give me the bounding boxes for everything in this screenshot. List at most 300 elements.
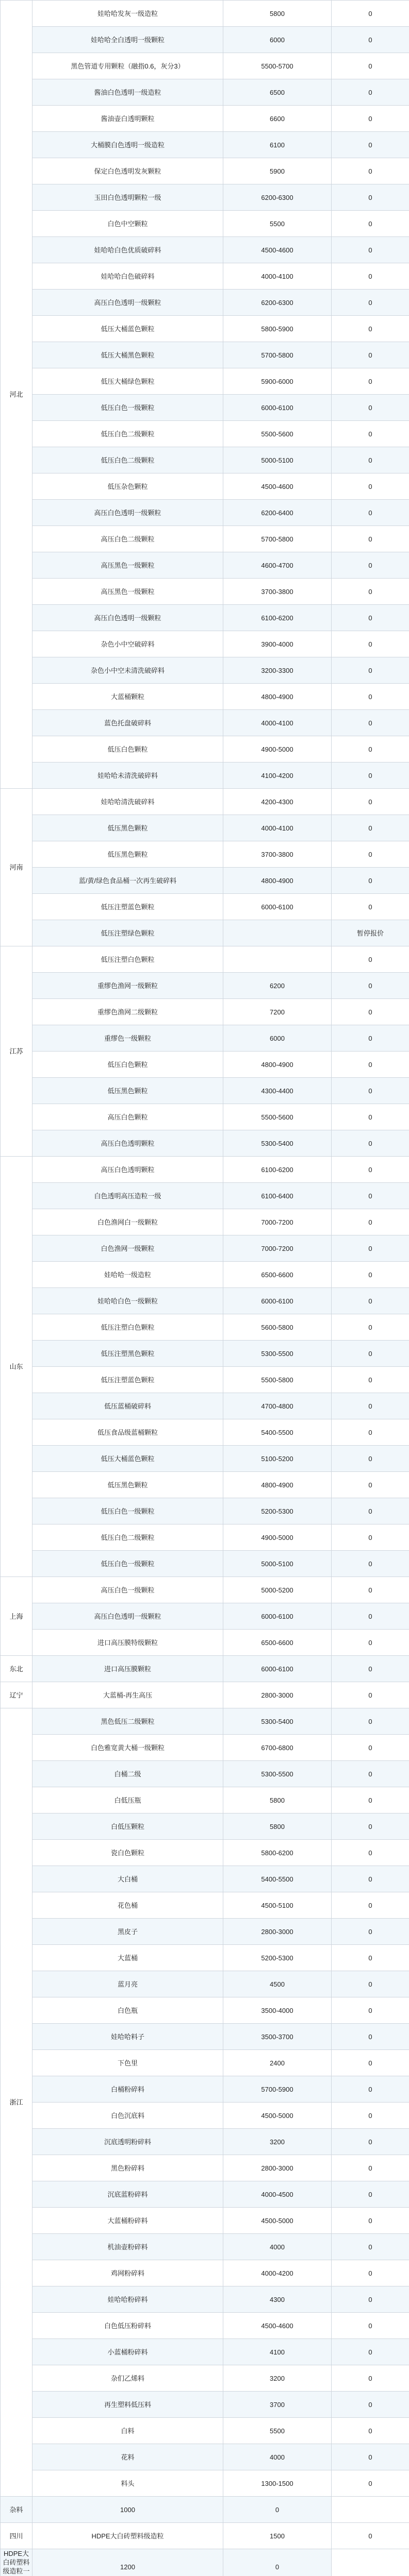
price-cell <box>223 920 332 946</box>
spec-cell: 蓝/黄/绿色食品桶一次再生破碎料 <box>32 868 223 894</box>
spec-cell: 娃哈哈清洗破碎料 <box>32 789 223 815</box>
price-cell: 1300-1500 <box>223 2470 332 2497</box>
change-cell: 0 <box>332 1419 409 1446</box>
change-cell: 0 <box>332 2523 409 2549</box>
price-cell: 5900-6000 <box>223 368 332 395</box>
price-cell: 5500-5600 <box>223 421 332 447</box>
change-cell: 0 <box>223 2497 332 2523</box>
price-cell: 4000-4100 <box>223 710 332 736</box>
change-cell: 0 <box>332 657 409 684</box>
table-row <box>1 2497 409 2523</box>
price-cell: 5500 <box>223 211 332 237</box>
region-cell: 辽宁 <box>1 1682 32 1708</box>
spec-cell: 酱油壶白透明颗粒 <box>32 106 223 132</box>
region-cell: 东北 <box>1 1656 32 1682</box>
change-cell: 0 <box>332 1656 409 1682</box>
spec-cell: 低压注塑白色颗粒 <box>32 1314 223 1341</box>
spec-cell: 低压注塑蓝色颗粒 <box>32 894 223 920</box>
table-row <box>1 1235 409 1262</box>
region-cell: 山东 <box>1 1157 32 1577</box>
spec-cell: 高压白色透明颗粒 <box>32 1157 223 1183</box>
change-cell: 0 <box>332 500 409 526</box>
spec-cell: 低压蓝桶破碎料 <box>32 1393 223 1419</box>
spec-cell: 大蓝桶颗粒 <box>32 684 223 710</box>
price-cell: 6200-6300 <box>223 290 332 316</box>
change-cell: 0 <box>332 605 409 631</box>
price-cell: 2400 <box>223 2050 332 2076</box>
price-cell: 5300-5500 <box>223 1761 332 1787</box>
change-cell: 0 <box>332 237 409 263</box>
change-cell: 0 <box>332 1235 409 1262</box>
table-row <box>1 132 409 158</box>
change-cell: 0 <box>332 2313 409 2339</box>
spec-cell: 低压白色一级颗粒 <box>32 1498 223 1524</box>
table-row <box>1 1130 409 1157</box>
change-cell: 0 <box>332 1130 409 1157</box>
change-cell: 0 <box>332 1551 409 1577</box>
spec-cell: 低压黑色颗粒 <box>32 841 223 868</box>
price-cell: 6100-6200 <box>223 605 332 631</box>
spec-cell: 白桶粉碎料 <box>32 2076 223 2103</box>
price-cell: 6000-6100 <box>223 894 332 920</box>
spec-cell: 蓝月亮 <box>32 1971 223 1997</box>
spec-cell: 娃哈哈粉碎料 <box>32 2286 223 2313</box>
table-row <box>1 605 409 631</box>
price-cell: 6700-6800 <box>223 1735 332 1761</box>
spec-cell: 沉底蓝粉碎料 <box>32 2181 223 2208</box>
spec-cell: HDPE大白砖塑料级造粒一 <box>1 2549 32 2576</box>
price-cell: 5500-5700 <box>223 53 332 79</box>
change-cell: 0 <box>332 2392 409 2418</box>
spec-cell: 低压注塑绿色颗粒 <box>32 920 223 946</box>
spec-cell: 花料 <box>32 2444 223 2470</box>
spec-cell: 杂色小中空未清洗破碎料 <box>32 657 223 684</box>
table-row <box>1 1630 409 1656</box>
price-cell: 5000-5100 <box>223 447 332 473</box>
change-cell: 0 <box>332 1971 409 1997</box>
change-cell: 0 <box>332 2339 409 2365</box>
price-cell: 3900-4000 <box>223 631 332 657</box>
table-row <box>1 395 409 421</box>
change-cell: 0 <box>332 2234 409 2260</box>
spec-cell: 料头 <box>32 2470 223 2497</box>
table-row <box>1 841 409 868</box>
change-cell: 0 <box>332 1472 409 1498</box>
price-cell: 5800-5900 <box>223 316 332 342</box>
spec-cell: 低压食品级蓝桶颗粒 <box>32 1419 223 1446</box>
change-cell: 0 <box>332 1630 409 1656</box>
spec-cell: 高压白色透明一级颗粒 <box>32 1603 223 1630</box>
spec-cell: 白色中空颗粒 <box>32 211 223 237</box>
spec-cell: 低压大桶绿色颗粒 <box>32 368 223 395</box>
spec-cell: 娃哈哈一级造粒 <box>32 1262 223 1288</box>
table-row <box>1 1866 409 1892</box>
spec-cell: 低压白色二级颗粒 <box>32 1524 223 1551</box>
price-cell: 2800-3000 <box>223 2155 332 2181</box>
price-cell: 6100 <box>223 132 332 158</box>
price-cell: 7000-7200 <box>223 1209 332 1235</box>
change-cell: 0 <box>332 1367 409 1393</box>
spec-cell: 低压杂色颗粒 <box>32 473 223 500</box>
change-cell: 0 <box>332 710 409 736</box>
table-row <box>1 815 409 841</box>
spec-cell: 高压白色二级颗粒 <box>32 526 223 552</box>
price-cell: 4000 <box>223 2234 332 2260</box>
change-cell: 0 <box>332 2365 409 2392</box>
spec-cell: 进口高压膜特级颗粒 <box>32 1630 223 1656</box>
table-row <box>1 1446 409 1472</box>
table-row <box>1 263 409 290</box>
price-cell: 5400-5500 <box>223 1866 332 1892</box>
price-cell: 6100-6200 <box>223 1157 332 1183</box>
spec-cell: 娃哈哈白色优质破碎料 <box>32 237 223 263</box>
price-cell: 5700-5800 <box>223 526 332 552</box>
price-cell: 4200-4300 <box>223 789 332 815</box>
change-cell: 0 <box>332 1104 409 1130</box>
change-cell: 0 <box>332 1708 409 1735</box>
spec-cell: 沉底透明粉碎料 <box>32 2129 223 2155</box>
table-row <box>1 684 409 710</box>
region-cell: 河南 <box>1 789 32 946</box>
change-cell: 0 <box>332 1866 409 1892</box>
table-row <box>1 2234 409 2260</box>
table-row <box>1 342 409 368</box>
table-row <box>1 421 409 447</box>
table-row <box>1 1997 409 2024</box>
price-cell: 4900-5000 <box>223 736 332 762</box>
spec-cell: 高压白色透明颗粒 <box>32 1130 223 1157</box>
spec-cell: 低压注塑蓝色颗粒 <box>32 1367 223 1393</box>
table-row <box>1 1104 409 1130</box>
change-cell: 0 <box>332 1997 409 2024</box>
spec-cell: 低压白色一级颗粒 <box>32 395 223 421</box>
table-row <box>1 1314 409 1341</box>
table-row <box>1 2470 409 2497</box>
spec-cell: 白色低压粉碎料 <box>32 2313 223 2339</box>
price-cell: 5400-5500 <box>223 1419 332 1446</box>
price-cell: 4600-4700 <box>223 552 332 579</box>
change-cell: 0 <box>332 2103 409 2129</box>
table-row <box>1 1708 409 1735</box>
change-cell: 0 <box>332 1577 409 1603</box>
table-row <box>1 1 409 27</box>
table-row <box>1 2024 409 2050</box>
change-cell: 0 <box>332 1945 409 1971</box>
price-cell: 6000-6100 <box>223 395 332 421</box>
change-cell: 0 <box>332 2155 409 2181</box>
spec-cell: 低压白色二级颗粒 <box>32 447 223 473</box>
price-cell: 4500-4600 <box>223 237 332 263</box>
change-cell: 0 <box>332 789 409 815</box>
price-cell: 4900-5000 <box>223 1524 332 1551</box>
price-cell: 7200 <box>223 999 332 1025</box>
table-row <box>1 2181 409 2208</box>
table-row <box>1 27 409 53</box>
price-cell: 5300-5400 <box>223 1708 332 1735</box>
spec-cell: 低压白色颗粒 <box>32 1052 223 1078</box>
price-cell: 3700 <box>223 2392 332 2418</box>
table-row <box>1 2286 409 2313</box>
table-row <box>1 2418 409 2444</box>
price-cell: 5300-5400 <box>223 1130 332 1157</box>
table-row <box>1 2313 409 2339</box>
change-cell: 0 <box>332 1209 409 1235</box>
table-row <box>1 1524 409 1551</box>
table-row <box>1 868 409 894</box>
table-row <box>1 1472 409 1498</box>
table-row <box>1 2103 409 2129</box>
change-cell: 0 <box>332 106 409 132</box>
change-cell: 0 <box>332 1393 409 1419</box>
region-cell: 浙江 <box>1 1708 32 2497</box>
table-row <box>1 999 409 1025</box>
price-cell: 4800-4900 <box>223 1052 332 1078</box>
change-cell: 0 <box>332 53 409 79</box>
table-row <box>1 53 409 79</box>
price-cell: 6600 <box>223 106 332 132</box>
price-cell: 5600-5800 <box>223 1314 332 1341</box>
change-cell: 0 <box>332 447 409 473</box>
spec-cell: 娃哈哈料子 <box>32 2024 223 2050</box>
table-row <box>1 500 409 526</box>
price-cell <box>223 946 332 973</box>
price-cell: 4500-5100 <box>223 1892 332 1919</box>
table-row <box>1 1577 409 1603</box>
change-cell: 0 <box>332 1524 409 1551</box>
spec-cell: 黑皮子 <box>32 1919 223 1945</box>
table-row <box>1 1288 409 1314</box>
price-cell: 6200-6400 <box>223 500 332 526</box>
table-row <box>1 736 409 762</box>
table-row <box>1 631 409 657</box>
price-cell: 3500-4000 <box>223 1997 332 2024</box>
change-cell: 0 <box>332 999 409 1025</box>
change-cell: 0 <box>332 2076 409 2103</box>
region-cell: 上海 <box>1 1577 32 1656</box>
change-cell: 0 <box>332 526 409 552</box>
spec-cell: 娃哈哈白色一级颗粒 <box>32 1288 223 1314</box>
table-row <box>1 2365 409 2392</box>
price-cell: 6000-6100 <box>223 1656 332 1682</box>
spec-cell: 白色雅宽黄大桶一级颗粒 <box>32 1735 223 1761</box>
change-cell: 0 <box>332 2286 409 2313</box>
price-cell: 3200 <box>223 2365 332 2392</box>
spec-cell: 进口高压膜颗粒 <box>32 1656 223 1682</box>
spec-cell: 白料 <box>32 2418 223 2444</box>
spec-cell: 白色透明高压造粒一级 <box>32 1183 223 1209</box>
change-cell: 0 <box>332 1814 409 1840</box>
change-cell: 0 <box>223 2549 332 2576</box>
price-cell: 5300-5500 <box>223 1341 332 1367</box>
spec-cell: 杂料 <box>1 2497 32 2523</box>
change-cell: 0 <box>332 1498 409 1524</box>
spec-cell: 重缪色一级颗粒 <box>32 1025 223 1052</box>
table-row <box>1 368 409 395</box>
price-cell: 4500 <box>223 1971 332 1997</box>
price-cell: 6000-6100 <box>223 1603 332 1630</box>
spec-cell: 高压白色一级颗粒 <box>32 1577 223 1603</box>
change-cell: 0 <box>332 894 409 920</box>
spec-cell: 低压黑色颗粒 <box>32 1472 223 1498</box>
spec-cell: 大蓝桶 <box>32 1945 223 1971</box>
change-cell: 0 <box>332 421 409 447</box>
price-cell: 4300-4400 <box>223 1078 332 1104</box>
spec-cell: 低压注塑黑色颗粒 <box>32 1341 223 1367</box>
price-cell: 5800-6200 <box>223 1840 332 1866</box>
table-row <box>1 316 409 342</box>
change-cell: 0 <box>332 973 409 999</box>
spec-cell: 重缪色渔网一级颗粒 <box>32 973 223 999</box>
change-cell: 0 <box>332 2181 409 2208</box>
table-row <box>1 710 409 736</box>
price-cell: 1000 <box>32 2497 223 2523</box>
change-cell: 0 <box>332 1025 409 1052</box>
table-row <box>1 1209 409 1235</box>
change-cell: 0 <box>332 1840 409 1866</box>
change-cell: 0 <box>332 631 409 657</box>
table-row <box>1 1735 409 1761</box>
region-cell: 江苏 <box>1 946 32 1157</box>
change-cell: 0 <box>332 2129 409 2155</box>
table-row <box>1 1078 409 1104</box>
change-cell: 0 <box>332 2470 409 2497</box>
price-cell: 5800 <box>223 1814 332 1840</box>
spec-cell: 低压黑色颗粒 <box>32 815 223 841</box>
change-cell: 0 <box>332 1735 409 1761</box>
price-cell: 3200-3300 <box>223 657 332 684</box>
change-cell: 0 <box>332 27 409 53</box>
price-cell: 6200-6300 <box>223 184 332 211</box>
price-cell: 6200 <box>223 973 332 999</box>
change-cell: 0 <box>332 79 409 106</box>
table-row <box>1 894 409 920</box>
table-row <box>1 1603 409 1630</box>
change-cell: 0 <box>332 1078 409 1104</box>
change-cell: 0 <box>332 1183 409 1209</box>
spec-cell: 黑色低压二级颗粒 <box>32 1708 223 1735</box>
price-cell: 5200-5300 <box>223 1945 332 1971</box>
change-cell: 0 <box>332 368 409 395</box>
price-cell: 6500-6600 <box>223 1262 332 1288</box>
price-cell: 5500-5600 <box>223 1104 332 1130</box>
spec-cell: 高压白色透明一级颗粒 <box>32 500 223 526</box>
table-row <box>1 657 409 684</box>
spec-cell: 大桶膜白色透明一级造粒 <box>32 132 223 158</box>
price-cell: 5000-5100 <box>223 1551 332 1577</box>
spec-cell: 杂们乙烯料 <box>32 2365 223 2392</box>
table-row <box>1 2155 409 2181</box>
spec-cell: 机油壶粉碎料 <box>32 2234 223 2260</box>
price-cell: 5000-5200 <box>223 1577 332 1603</box>
spec-cell: 保定白色透明发灰颗粒 <box>32 158 223 184</box>
spec-cell: 下色里 <box>32 2050 223 2076</box>
table-row <box>1 447 409 473</box>
price-cell: 6000 <box>223 1025 332 1052</box>
table-row <box>1 473 409 500</box>
spec-cell: 低压白色二级颗粒 <box>32 421 223 447</box>
table-row <box>1 1814 409 1840</box>
price-cell: 7000-7200 <box>223 1235 332 1262</box>
spec-cell: 玉田白色透明颗粒一级 <box>32 184 223 211</box>
change-cell: 0 <box>332 1288 409 1314</box>
change-cell: 0 <box>332 579 409 605</box>
table-row <box>1 1787 409 1814</box>
spec-cell: 酱油白色透明一级造粒 <box>32 79 223 106</box>
table-row <box>1 2260 409 2286</box>
spec-cell: 娃哈哈未清洗破碎料 <box>32 762 223 789</box>
price-cell: 4800-4900 <box>223 868 332 894</box>
price-cell: 6500 <box>223 79 332 106</box>
table-row <box>1 290 409 316</box>
table-row <box>1 1840 409 1866</box>
change-cell: 0 <box>332 1052 409 1078</box>
table-row <box>1 2549 409 2576</box>
spec-cell: 娃哈哈白色破碎料 <box>32 263 223 290</box>
price-cell: 4300 <box>223 2286 332 2313</box>
change-cell: 0 <box>332 841 409 868</box>
price-cell: 6000-6100 <box>223 1288 332 1314</box>
spec-cell: 蓝色托盘破碎料 <box>32 710 223 736</box>
table-row <box>1 1367 409 1393</box>
spec-cell: 小蓝桶粉碎料 <box>32 2339 223 2365</box>
change-cell: 0 <box>332 1341 409 1367</box>
change-cell: 0 <box>332 2050 409 2076</box>
table-row <box>1 1682 409 1708</box>
spec-cell: 大蓝桶-再生高压 <box>32 1682 223 1708</box>
spec-cell: 高压黑色一级颗粒 <box>32 552 223 579</box>
price-cell: 4000 <box>223 2444 332 2470</box>
spec-cell: 低压大桶蓝色颗粒 <box>32 1446 223 1472</box>
price-cell: 5100-5200 <box>223 1446 332 1472</box>
spec-cell: 低压大桶黑色颗粒 <box>32 342 223 368</box>
change-cell: 0 <box>332 552 409 579</box>
price-cell: 3700-3800 <box>223 579 332 605</box>
region-cell: 河北 <box>1 1 32 789</box>
spec-cell: 白低压瓶 <box>32 1787 223 1814</box>
price-cell: 2800-3000 <box>223 1919 332 1945</box>
change-cell: 0 <box>332 2444 409 2470</box>
spec-cell: 娃哈哈发灰一级造粒 <box>32 1 223 27</box>
change-cell: 0 <box>332 1446 409 1472</box>
price-cell: 5500 <box>223 2418 332 2444</box>
table-row <box>1 79 409 106</box>
spec-cell: 重缪色渔网二级颗粒 <box>32 999 223 1025</box>
change-cell: 0 <box>332 1919 409 1945</box>
price-cell: 4800-4900 <box>223 1472 332 1498</box>
price-cell: 5800 <box>223 1787 332 1814</box>
table-row <box>1 2392 409 2418</box>
change-cell: 0 <box>332 762 409 789</box>
change-cell: 0 <box>332 2418 409 2444</box>
table-row <box>1 1025 409 1052</box>
price-cell: 2800-3000 <box>223 1682 332 1708</box>
change-cell: 0 <box>332 1 409 27</box>
spec-cell: 白色渔网一级颗粒 <box>32 1235 223 1262</box>
price-cell: 1500 <box>223 2523 332 2549</box>
price-cell: 1200 <box>32 2549 223 2576</box>
spec-cell: 花色桶 <box>32 1892 223 1919</box>
change-cell: 暂停报价 <box>332 920 409 946</box>
price-cell: 4500-4600 <box>223 2313 332 2339</box>
price-cell: 5200-5300 <box>223 1498 332 1524</box>
spec-cell: 白色沉底料 <box>32 2103 223 2129</box>
table-row <box>1 526 409 552</box>
table-row <box>1 1761 409 1787</box>
price-cell: 3500-3700 <box>223 2024 332 2050</box>
price-cell: 4100-4200 <box>223 762 332 789</box>
table-row <box>1 1892 409 1919</box>
price-cell: 4700-4800 <box>223 1393 332 1419</box>
